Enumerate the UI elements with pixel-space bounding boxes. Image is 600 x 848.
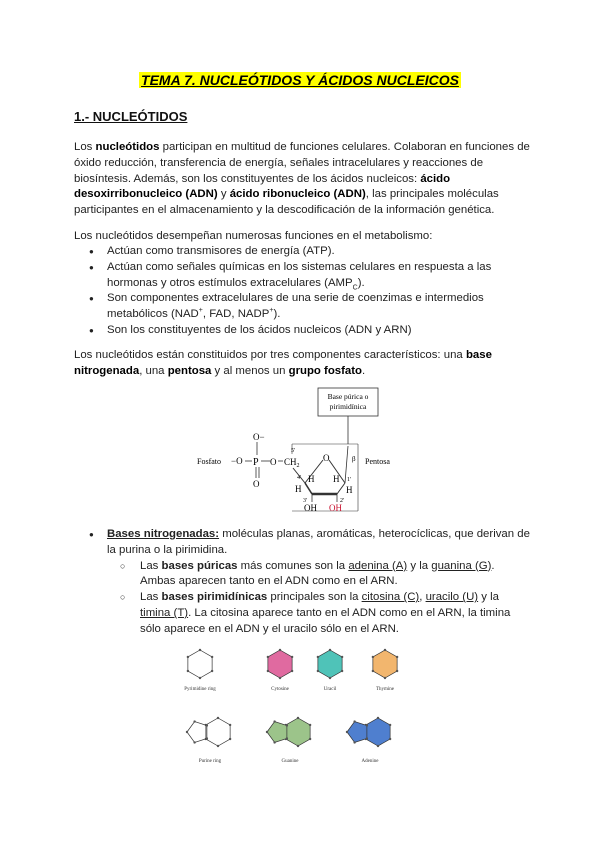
atom-dot xyxy=(377,745,379,747)
atom-dot xyxy=(211,656,213,658)
text: Las xyxy=(140,591,162,604)
atom-dot xyxy=(193,741,195,743)
text: Son los constituyentes de los ácidos nucleicos (ADN y ARN) xyxy=(107,323,412,336)
atom-dot xyxy=(279,649,281,651)
adenine-molecule-imidazole xyxy=(347,722,367,743)
atom-dot xyxy=(341,656,343,658)
purine-ring-label: Purine ring xyxy=(198,759,222,764)
title-text: TEMA 7. NUCLEÓTIDOS Y ÁCIDOS NUCLEICOS xyxy=(141,72,459,88)
atom-dot xyxy=(273,720,275,722)
list-item xyxy=(74,244,530,260)
superscript: + xyxy=(269,307,274,315)
list-item xyxy=(74,291,530,323)
cytosine-molecule xyxy=(268,650,292,678)
bases-sublist xyxy=(107,559,530,638)
c4-label: 4' xyxy=(297,475,302,481)
atom-dot xyxy=(372,670,374,672)
underlined-term: timina (T) xyxy=(140,606,189,619)
nucleotide-structure-diagram xyxy=(195,386,410,516)
phosphorus-label: P xyxy=(253,457,259,468)
atom-dot xyxy=(353,720,355,722)
bold-term: pentosa xyxy=(167,364,212,377)
subscript: C xyxy=(352,283,358,291)
purine-ring-imidazole xyxy=(187,722,207,743)
document-title xyxy=(0,72,600,88)
atom-dot xyxy=(309,724,311,726)
underlined-term: guanina (G) xyxy=(431,559,492,572)
atom-dot xyxy=(309,738,311,740)
atom-dot xyxy=(199,677,201,679)
text: principales son la xyxy=(267,591,362,604)
paragraph-components xyxy=(74,348,530,380)
ring-bond xyxy=(305,483,312,494)
atom-dot xyxy=(329,677,331,679)
oh-2prime-label: OH xyxy=(329,503,342,513)
text: Actúan como señales químicas en los sistemas celulares en respuesta a las hormonas y otros estímulos extracelulares (AMP xyxy=(107,260,492,289)
atom-dot xyxy=(396,656,398,658)
text: . La citosina aparece tanto en el ADN como en el ARN, la timina sólo aparece en el ADN y el uracilo sólo en el ARN. xyxy=(140,606,511,635)
text: , las principales moléculas participantes en el almacenamiento y la descodificación de la información genética. xyxy=(74,188,499,217)
atom-dot xyxy=(384,677,386,679)
atom-dot xyxy=(329,649,331,651)
o-minus-top-label: O− xyxy=(253,432,265,442)
bold-term: nucleótidos xyxy=(95,141,160,153)
o-bottom-label: O xyxy=(253,479,260,489)
atom-dot xyxy=(353,741,355,743)
bold-term: ácido desoxirribonucleico (ADN) xyxy=(74,172,451,201)
purine-ring xyxy=(206,718,230,746)
bold-term: Bases nitrogenadas: xyxy=(107,528,220,540)
uracil-molecule-label: Uracil xyxy=(323,687,337,692)
text: . xyxy=(362,364,366,377)
atom-dot xyxy=(199,649,201,651)
cytosine-molecule-label: Cytosine xyxy=(271,687,289,692)
bold-term: bases púricas xyxy=(161,559,238,572)
bold-term: ácido ribonucleico (ADN) xyxy=(229,188,366,201)
atom-dot xyxy=(297,745,299,747)
atom-dot xyxy=(273,741,275,743)
c5-label: 5' xyxy=(291,448,296,454)
text: Los nucleótidos están constituidos por tres componentes característicos: una xyxy=(74,349,466,361)
atom-dot xyxy=(317,656,319,658)
atom-dot xyxy=(217,745,219,747)
atom-dot xyxy=(291,656,293,658)
paragraph-functions: Los nucleótidos desempeñan numerosas funciones en el metabolismo: xyxy=(74,230,433,242)
text: , xyxy=(419,591,426,604)
minus-o-label: −O xyxy=(231,456,243,466)
underlined-term: uracilo (U) xyxy=(425,591,479,604)
atom-dot xyxy=(187,670,189,672)
atom-dot xyxy=(279,677,281,679)
pentosa-label: Pentosa xyxy=(365,457,390,466)
base-box-line2: pirimidínica xyxy=(329,402,367,411)
atom-dot xyxy=(341,670,343,672)
bold-term: base nitrogenada xyxy=(74,349,492,377)
ring-oxygen-label: O xyxy=(323,453,330,463)
beta-label: β xyxy=(352,455,356,463)
superscript: + xyxy=(198,307,203,315)
underlined-term: citosina (C) xyxy=(361,591,420,604)
ring-bond xyxy=(337,483,345,494)
list-item xyxy=(74,323,530,339)
h-label: H xyxy=(308,474,315,484)
atom-dot xyxy=(267,670,269,672)
functions-list xyxy=(74,244,530,339)
text: y la xyxy=(407,559,432,572)
text: , FAD, NADP xyxy=(202,308,270,321)
atom-dot xyxy=(229,738,231,740)
oh-3prime-label: OH xyxy=(304,503,317,513)
atom-dot xyxy=(291,670,293,672)
atom-dot xyxy=(229,724,231,726)
bold-term: grupo fosfato xyxy=(288,364,363,377)
c3-label: 3' xyxy=(303,498,308,504)
atom-dot xyxy=(346,731,348,733)
text: más comunes son la xyxy=(237,559,349,572)
c1-label: 1' xyxy=(347,477,352,483)
nitrogen-bases-figure xyxy=(180,636,420,766)
atom-dot xyxy=(372,656,374,658)
adenine-molecule xyxy=(366,718,390,746)
text: participan en multitud de funciones celulares. Colaboran en funciones de óxido reducción, transferencia de energía, señales intracelulares y reacciones de biosíntesis. Además, son los constituyentes de los ácidos nucleicos: xyxy=(74,141,530,185)
atom-dot xyxy=(297,717,299,719)
text: . Ambas aparecen tanto en el ADN como en el ARN. xyxy=(140,559,495,588)
atom-dot xyxy=(267,656,269,658)
text: y al menos un xyxy=(211,364,289,377)
text: ). xyxy=(357,276,365,289)
list-item-bases xyxy=(74,527,530,638)
atom-dot xyxy=(317,670,319,672)
atom-dot xyxy=(186,731,188,733)
guanine-molecule xyxy=(286,718,310,746)
atom-dot xyxy=(193,720,195,722)
text: Son componentes extracelulares de una serie de coenzimas e intermedios metabólicos (NAD xyxy=(107,292,484,321)
section-heading-nucleotidos: 1.- NUCLEÓTIDOS xyxy=(74,109,188,124)
text: y xyxy=(217,188,230,201)
atom-dot xyxy=(366,724,368,726)
atom-dot xyxy=(384,649,386,651)
base-box-line1: Base púrica o xyxy=(327,392,369,401)
atom-dot xyxy=(377,717,379,719)
underlined-term: adenina (A) xyxy=(348,559,408,572)
atom-dot xyxy=(286,737,288,739)
uracil-molecule xyxy=(318,650,342,678)
bold-term: bases pirimidínicas xyxy=(161,591,268,604)
atom-dot xyxy=(396,670,398,672)
list-item-pirimidinicas xyxy=(107,590,530,637)
adenine-molecule-label: Adenine xyxy=(361,759,379,764)
thymine-molecule-label: Thymine xyxy=(375,687,395,692)
guanine-molecule-imidazole xyxy=(267,722,287,743)
thymine-molecule xyxy=(373,650,397,678)
atom-dot xyxy=(286,724,288,726)
guanine-molecule-label: Guanine xyxy=(281,759,299,764)
atom-dot xyxy=(187,656,189,658)
atom-dot xyxy=(217,717,219,719)
text: , una xyxy=(139,364,168,377)
atom-dot xyxy=(366,737,368,739)
c2-label: 2' xyxy=(340,498,345,504)
list-item-puricas xyxy=(107,559,530,591)
text: y la xyxy=(478,591,499,604)
h-label: H xyxy=(346,485,353,495)
text: Actúan como transmisores de energía (ATP). xyxy=(107,245,335,257)
bases-list xyxy=(74,527,530,638)
text: Las xyxy=(140,559,162,572)
pyrimidine-ring xyxy=(188,650,212,678)
pyrimidine-ring-label: Pyrimidine ring xyxy=(184,687,216,692)
o-mid-label: O xyxy=(270,457,277,467)
text: ). xyxy=(273,308,281,321)
atom-dot xyxy=(266,731,268,733)
atom-dot xyxy=(206,737,208,739)
ch2-label: $CH_2$ xyxy=(284,457,300,469)
h-label: H xyxy=(333,474,340,484)
atom-dot xyxy=(389,724,391,726)
h-label: H xyxy=(295,484,302,494)
fosfato-label: Fosfato xyxy=(197,457,221,466)
list-item xyxy=(74,260,530,292)
paragraph-intro xyxy=(74,140,530,219)
atom-dot xyxy=(211,670,213,672)
text: moléculas planas, aromáticas, heterocíclicas, que derivan de la purina o la pirimidina. xyxy=(107,528,530,556)
atom-dot xyxy=(389,738,391,740)
atom-dot xyxy=(206,724,208,726)
text: Los xyxy=(74,141,96,153)
